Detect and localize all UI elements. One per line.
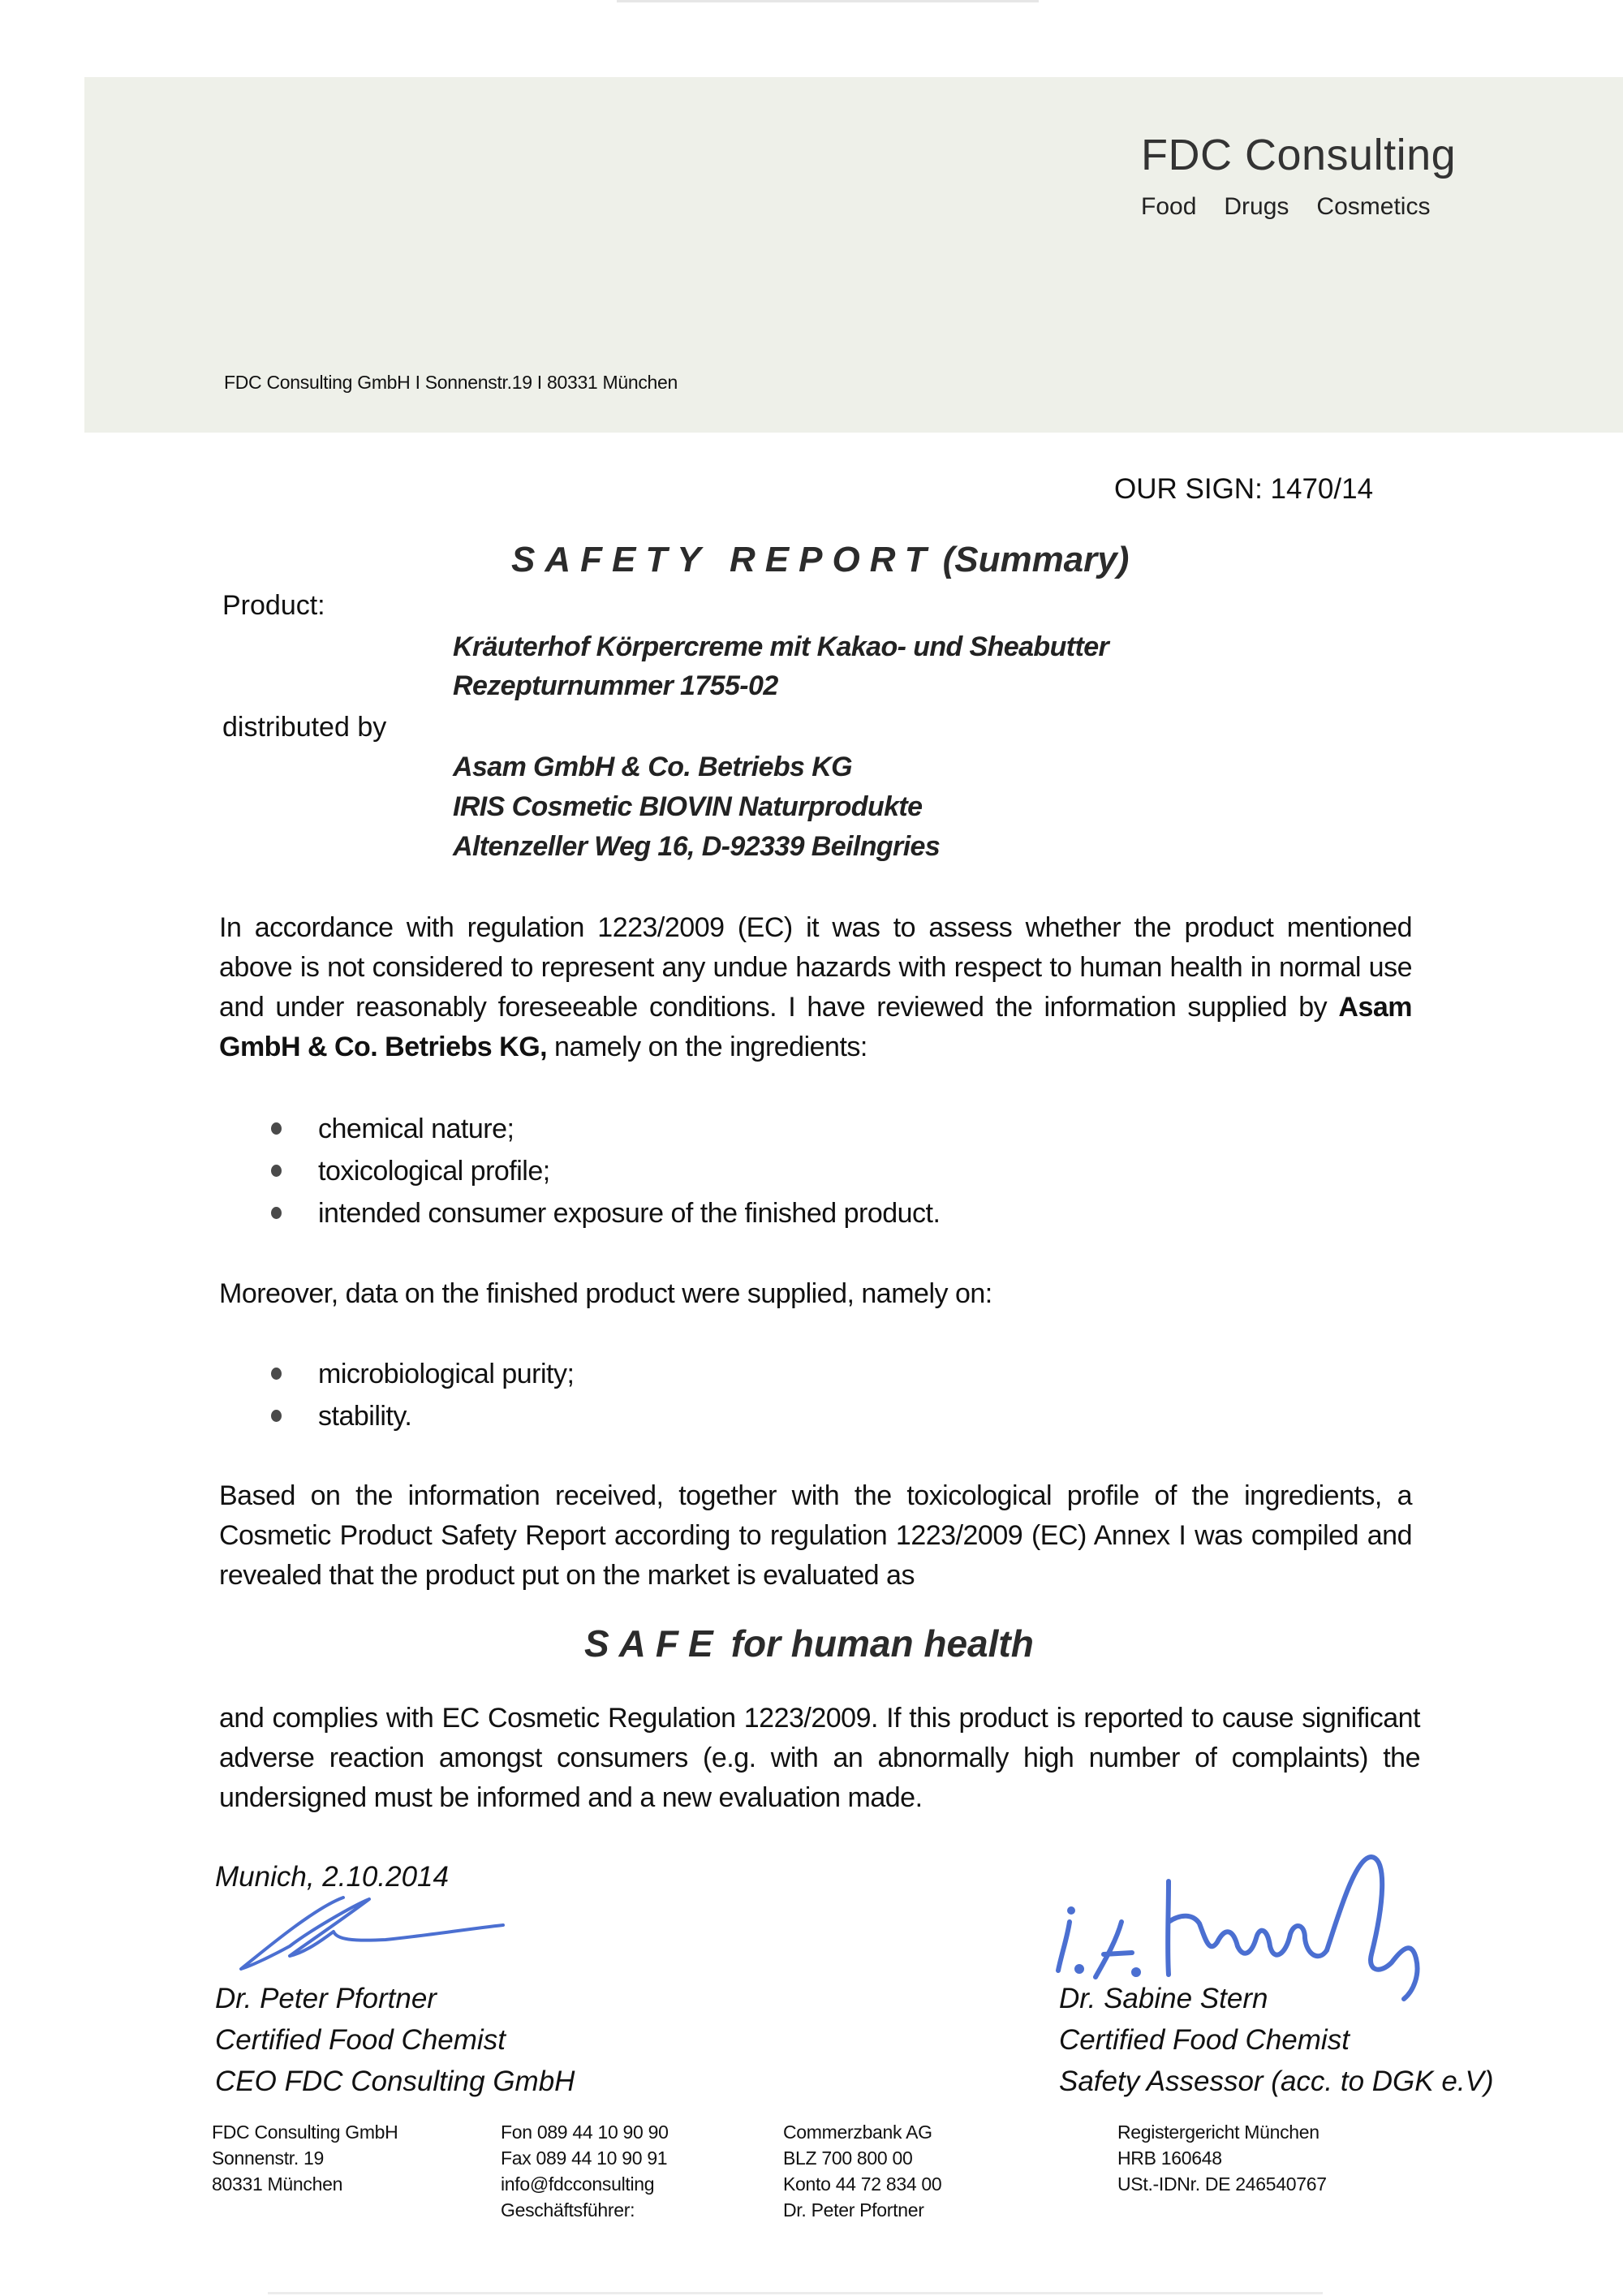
assessment-paragraph: [219, 908, 1412, 1067]
scan-artifact-top: [617, 0, 1039, 2]
brand-tagline: [1141, 193, 1457, 221]
footer-fax: Fax 089 44 10 90 91: [501, 2147, 668, 2169]
tagline-cosmetics: Cosmetics: [1316, 193, 1431, 220]
list-item-text: toxicological profile;: [318, 1156, 550, 1187]
list-item: [268, 1108, 940, 1150]
scan-artifact-bottom: [268, 2292, 1323, 2294]
bullet-icon: [271, 1368, 282, 1380]
assessment-text: In accordance with regulation 1223/2009 (EC) it was to assess whether the product mentioned above is not considered to represent any undue hazards with respect to human health in normal use and under reasonably foreseeable conditions. I have reviewed the information supplied by: [219, 912, 1412, 1023]
sender-address-line: FDC Consulting GmbH I Sonnenstr.19 I 80331 München: [224, 372, 678, 393]
left-signatory-name: Dr. Peter Pfortner: [215, 1983, 437, 2014]
footer-registry: [1117, 2119, 1327, 2197]
verdict-safe: SAFE: [584, 1622, 723, 1665]
compliance-paragraph: and complies with EC Cosmetic Regulation 1223/2009. If this product is reported to cause significant adverse reaction amongst consumers (e.g. with an abnormally high number of complaints) the undersigned must be informed and a new evaluation made.: [219, 1703, 1420, 1813]
bullet-icon: [271, 1207, 282, 1219]
list-item: [268, 1192, 940, 1234]
title-main: SAFETY REPORT: [511, 540, 936, 579]
product-name: Kräuterhof Körpercreme mit Kakao- und Sheabutter: [453, 631, 1109, 662]
list-item-text: intended consumer exposure of the finished product.: [318, 1198, 941, 1229]
footer-line: Commerzbank AG: [783, 2122, 932, 2143]
left-signatory-role: Certified Food Chemist: [215, 2024, 506, 2056]
footer-line: BLZ 700 800 00: [783, 2147, 913, 2169]
title-suffix: (Summary): [942, 540, 1130, 579]
footer-line: Konto 44 72 834 00: [783, 2173, 942, 2195]
distributor-brand: IRIS Cosmetic BIOVIN Naturprodukte: [453, 791, 923, 822]
document-title: [511, 540, 1129, 580]
safety-verdict: [584, 1622, 1034, 1665]
footer-line: Sonnenstr. 19: [212, 2147, 325, 2169]
list-item: [268, 1395, 574, 1437]
supplier-name-bold: Asam GmbH & Co. Betriebs KG,: [219, 992, 1412, 1062]
footer-line: USt.-IDNr. DE 246540767: [1117, 2173, 1327, 2195]
footer-phone: Fon 089 44 10 90 90: [501, 2122, 669, 2143]
product-label: Product:: [222, 590, 325, 621]
bullet-icon: [271, 1410, 282, 1422]
footer-bank-details: [783, 2119, 941, 2223]
assessment-text-end: namely on the ingredients:: [547, 1032, 867, 1062]
finished-product-criteria-list: [268, 1353, 574, 1437]
footer-company-address: [212, 2119, 398, 2197]
distributor-label: distributed by: [222, 712, 387, 743]
right-signatory-title: Safety Assessor (acc. to DGK e.V): [1059, 2066, 1494, 2097]
conclusion-paragraph: Based on the information received, together with the toxicological profile of the ingredients, a Cosmetic Product Safety Report according to regulation 1223/2009 (EC) Annex I was compiled and revealed that the product put on the market is evaluated as: [219, 1480, 1412, 1591]
verdict-rest: for human health: [730, 1622, 1034, 1665]
reference-number: OUR SIGN: 1470/14: [1114, 473, 1374, 505]
distributor-address: Altenzeller Weg 16, D-92339 Beilngries: [453, 831, 941, 862]
product-recipe-number: Rezepturnummer 1755-02: [453, 670, 778, 701]
finished-product-paragraph: Moreover, data on the finished product were supplied, namely on:: [219, 1278, 992, 1309]
footer-line: Dr. Peter Pfortner: [783, 2199, 924, 2221]
footer-line: Geschäftsführer:: [501, 2199, 635, 2221]
footer-line: Registergericht München: [1117, 2122, 1319, 2143]
right-signatory-name: Dr. Sabine Stern: [1059, 1983, 1268, 2014]
bullet-icon: [271, 1165, 282, 1177]
footer-email-link[interactable]: info@fdcconsulting: [501, 2173, 655, 2195]
footer-line: 80331 München: [212, 2173, 343, 2195]
ingredient-criteria-list: [268, 1108, 940, 1234]
list-item: [268, 1353, 574, 1395]
footer-contact: [501, 2119, 669, 2223]
place-and-date: Munich, 2.10.2014: [215, 1861, 449, 1893]
list-item-text: chemical nature;: [318, 1114, 514, 1144]
signature-pfortner-icon: [239, 1891, 515, 1980]
list-item: [268, 1150, 940, 1192]
footer-line: FDC Consulting GmbH: [212, 2122, 398, 2143]
tagline-food: Food: [1141, 193, 1197, 220]
distributor-company: Asam GmbH & Co. Betriebs KG: [453, 752, 853, 782]
footer-line: HRB 160648: [1117, 2147, 1222, 2169]
list-item-text: stability.: [318, 1401, 412, 1432]
bullet-icon: [271, 1122, 282, 1135]
left-signatory-title: CEO FDC Consulting GmbH: [215, 2066, 575, 2097]
right-signatory-role: Certified Food Chemist: [1059, 2024, 1350, 2056]
brand-name: FDC Consulting: [1141, 131, 1457, 179]
list-item-text: microbiological purity;: [318, 1359, 575, 1389]
tagline-drugs: Drugs: [1224, 193, 1289, 220]
